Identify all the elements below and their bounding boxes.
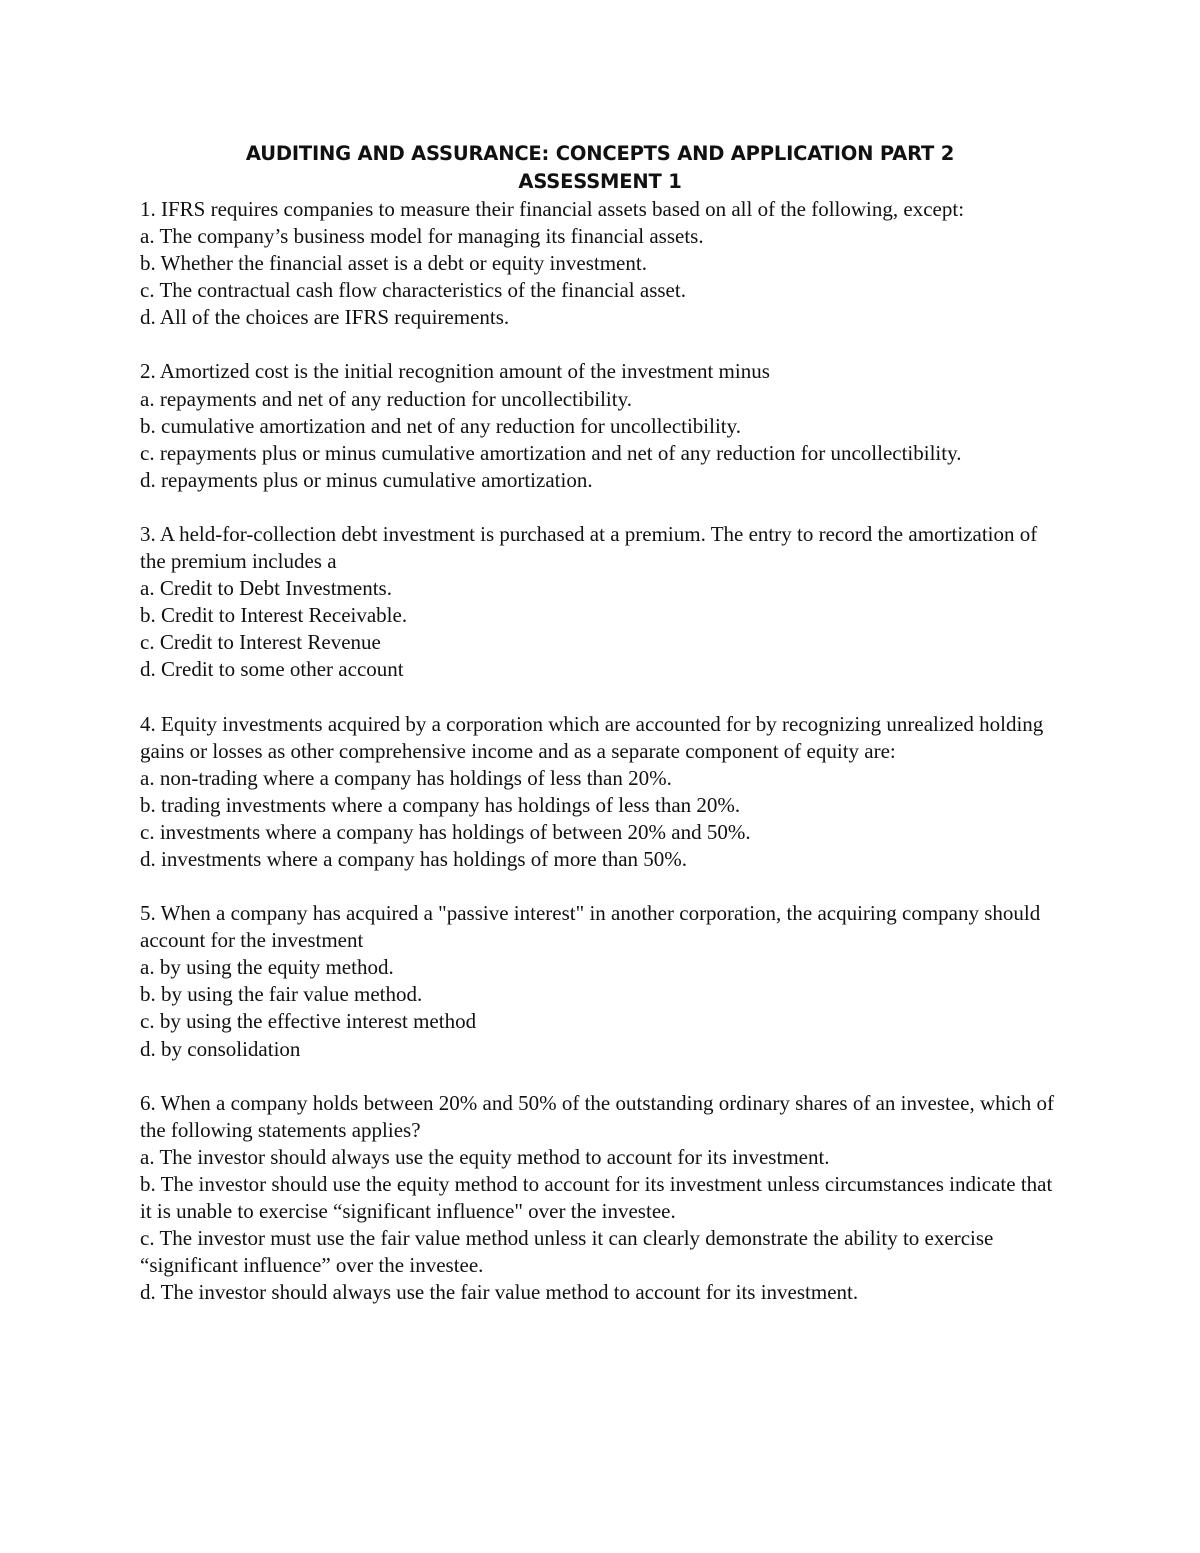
answer-option: b. by using the fair value method. — [140, 982, 423, 1007]
answer-option: a. Credit to Debt Investments. — [140, 576, 392, 601]
answer-option: c. repayments plus or minus cumulative amortization and net of any reduction for uncollectibility. — [140, 440, 962, 465]
question-4 — [140, 711, 1060, 874]
answer-option: d. The investor should always use the fair value method to account for its investment. — [140, 1280, 859, 1305]
question-stem: 2. Amortized cost is the initial recognition amount of the investment minus — [140, 359, 770, 384]
answer-option: b. Credit to Interest Receivable. — [140, 603, 408, 628]
answer-option: a. The company’s business model for managing its financial assets. — [140, 224, 704, 249]
answer-option: c. The investor must use the fair value method unless it can clearly demonstrate the ability to exercise “significant influence” over the investee. — [140, 1226, 994, 1278]
answer-option: a. The investor should always use the equity method to account for its investment. — [140, 1144, 830, 1169]
answer-option: a. by using the equity method. — [140, 955, 394, 980]
answer-option: a. repayments and net of any reduction for uncollectibility. — [140, 386, 632, 411]
answer-option: b. trading investments where a company has holdings of less than 20%. — [140, 792, 741, 817]
question-2 — [140, 358, 1060, 493]
question-stem: 6. When a company holds between 20% and 50% of the outstanding ordinary shares of an investee, which of the following statements applies? — [140, 1090, 1055, 1142]
question-3 — [140, 521, 1060, 684]
answer-option: b. Whether the financial asset is a debt or equity investment. — [140, 251, 647, 276]
answer-option: b. cumulative amortization and net of any reduction for uncollectibility. — [140, 413, 742, 438]
question-1 — [140, 196, 1060, 331]
question-6 — [140, 1090, 1060, 1307]
answer-option: c. The contractual cash flow characteristics of the financial asset. — [140, 278, 686, 303]
document-title: AUDITING AND ASSURANCE: CONCEPTS AND APPLICATION PART 2 — [245, 142, 955, 165]
answer-option: d. investments where a company has holdings of more than 50%. — [140, 846, 688, 871]
answer-option: d. by consolidation — [140, 1036, 301, 1061]
answer-option: c. investments where a company has holdings of between 20% and 50%. — [140, 819, 751, 844]
question-stem: 5. When a company has acquired a "passive interest" in another corporation, the acquiring company should account for the investment — [140, 901, 1041, 953]
question-stem: 3. A held-for-collection debt investment is purchased at a premium. The entry to record the amortization of the premium includes a — [140, 521, 1038, 574]
answer-option: c. Credit to Interest Revenue — [140, 630, 381, 655]
document-subtitle: ASSESSMENT 1 — [518, 170, 682, 193]
answer-option: c. by using the effective interest method — [140, 1009, 477, 1034]
question-stem: 4. Equity investments acquired by a corporation which are accounted for by recognizing unrealized holding gains or losses as other comprehensive income and as a separate component of equity are: — [140, 711, 1044, 763]
question-stem: 1. IFRS requires companies to measure their financial assets based on all of the following, except: — [140, 197, 965, 221]
answer-option: b. The investor should use the equity method to account for its investment unless circumstances indicate that it is unable to exercise “significant influence" over the investee. — [140, 1171, 1053, 1223]
answer-option: d. Credit to some other account — [140, 657, 404, 682]
answer-option: a. non-trading where a company has holdings of less than 20%. — [140, 765, 672, 790]
answer-option: d. All of the choices are IFRS requirements. — [140, 305, 510, 330]
answer-option: d. repayments plus or minus cumulative amortization. — [140, 467, 593, 492]
document-page — [140, 140, 1060, 1333]
question-5 — [140, 900, 1060, 1063]
